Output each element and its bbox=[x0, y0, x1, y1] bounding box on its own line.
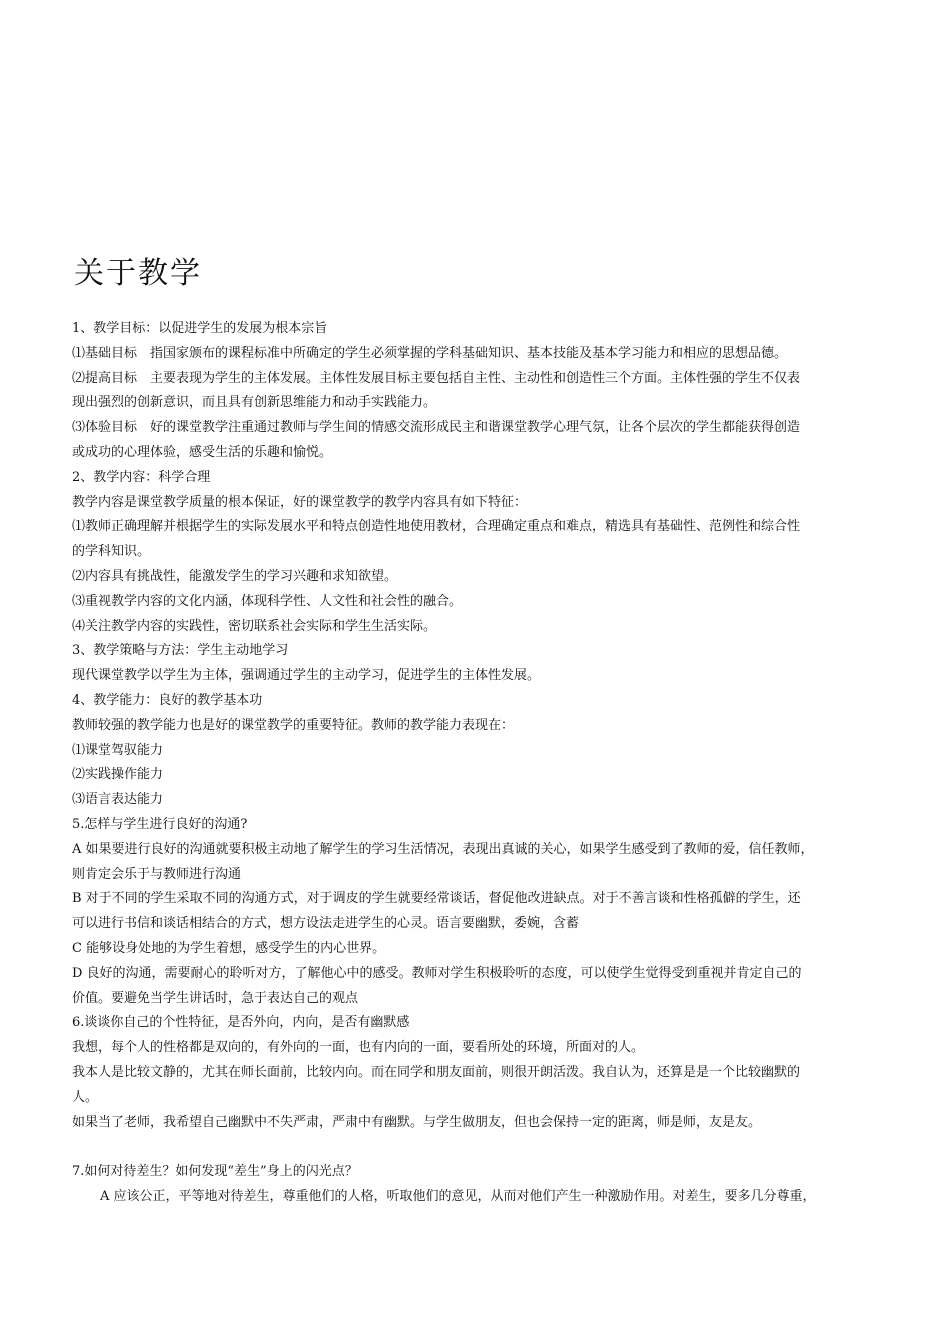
paragraph-line: ⑷关注教学内容的实践性，密切联系社会实际和学生生活实际。 bbox=[72, 618, 437, 634]
paragraph-line: 1、教学目标：以促进学生的发展为根本宗旨 bbox=[72, 321, 328, 336]
paragraph-line: D 良好的沟通，需要耐心的聆听对方，了解他心中的感受。教师对学生积极聆听的态度，可以使学生觉得受到重视并肯定自己的 bbox=[72, 965, 802, 981]
paragraph-line: A 应该公正，平等地对待差生，尊重他们的人格，听取他们的意见，从而对他们产生一种激励作用。对差生，要多几分尊重， bbox=[100, 1189, 816, 1205]
blank-line bbox=[72, 1135, 884, 1160]
question-heading: 7.如何对待差生？如何发现“差生”身上的闪光点？ bbox=[72, 1164, 358, 1180]
paragraph-line: 则肯定会乐于与教师进行沟通 bbox=[72, 866, 242, 882]
paragraph-line: 现出强烈的创新意识，而且具有创新思维能力和动手实践能力。 bbox=[72, 395, 437, 411]
paragraph-line: 现代课堂教学以学生为主体，强调通过学生的主动学习，促进学生的主体性发展。 bbox=[72, 668, 541, 684]
paragraph-line: 人。 bbox=[72, 1089, 99, 1105]
paragraph-line: ⑶重视教学内容的文化内涵，体现科学性、人文性和社会性的融合。 bbox=[72, 593, 463, 609]
paragraph-line: B 对于不同的学生采取不同的沟通方式，对于调皮的学生就要经常谈话，督促他改进缺点。对于不善言谈和性格孤僻的学生，还 bbox=[72, 891, 801, 907]
paragraph-line: 教师较强的教学能力也是好的课堂教学的重要特征。教师的教学能力表现在： bbox=[72, 717, 515, 733]
question-heading: 6.谈谈你自己的个性特征，是否外向，内向，是否有幽默感 bbox=[72, 1015, 410, 1031]
paragraph-line: 可以进行书信和谈话相结合的方式，想方设法走进学生的心灵。语言要幽默，委婉，含蓄 bbox=[72, 916, 580, 932]
paragraph-line: ⑵内容具有挑战性，能激发学生的学习兴趣和求知欲望。 bbox=[72, 568, 398, 584]
paragraph-line: ⑵提高目标 主要表现为学生的主体发展。主体性发展目标主要包括自主性、主动性和创造性三个方面。主体性强的学生不仅表 bbox=[72, 370, 801, 386]
paragraph-line: 的学科知识。 bbox=[72, 544, 151, 560]
paragraph-line: 我本人是比较文静的，尤其在师长面前，比较内向。而在同学和朋友面前，则很开朗活泼。我自认为，还算是是一个比较幽默的 bbox=[72, 1064, 801, 1080]
paragraph-line: 如果当了老师，我希望自己幽默中不失严肃，严肃中有幽默。与学生做朋友，但也会保持一定的距离，师是师，友是友。 bbox=[72, 1114, 762, 1130]
paragraph-line: ⑶体验目标 好的课堂教学注重通过教师与学生间的情感交流形成民主和谐课堂教学心理气氛，让各个层次的学生都能获得创造 bbox=[72, 420, 801, 436]
paragraph-line: ⑵实践操作能力 bbox=[72, 767, 164, 783]
section-heading: 3、教学策略与方法：学生主动地学习 bbox=[72, 643, 289, 659]
document-body bbox=[72, 317, 884, 1210]
paragraph-line: 我想，每个人的性格都是双向的，有外向的一面，也有内向的一面，要看所处的环境，所面对的人。 bbox=[72, 1040, 645, 1056]
paragraph-line: ⑴基础目标 指国家颁布的课程标准中所确定的学生必须掌握的学科基础知识、基本技能及基本学习能力和相应的思想品德。 bbox=[72, 345, 788, 361]
document-title: 关于教学 bbox=[74, 256, 202, 291]
question-heading: 5.怎样与学生进行良好的沟通? bbox=[72, 816, 248, 832]
paragraph-line: ⑴教师正确理解并根据学生的实际发展水平和特点创造性地使用教材，合理确定重点和难点，精选具有基础性、范例性和综合性 bbox=[72, 519, 801, 535]
paragraph-line: C 能够设身处地的为学生着想，感受学生的内心世界。 bbox=[72, 940, 386, 956]
section-heading: 4、教学能力：良好的教学基本功 bbox=[72, 692, 263, 708]
section-heading: 2、教学内容：科学合理 bbox=[72, 469, 211, 485]
paragraph-line: 教学内容是课堂教学质量的根本保证，好的课堂教学的教学内容具有如下特征： bbox=[72, 494, 528, 510]
paragraph-line: ⑴课堂驾驭能力 bbox=[72, 742, 164, 758]
paragraph-line: 价值。要避免当学生讲话时，急于表达自己的观点 bbox=[72, 990, 359, 1006]
paragraph-line: 或成功的心理体验，感受生活的乐趣和愉悦。 bbox=[72, 444, 333, 460]
paragraph-line: A 如果要进行良好的沟通就要积极主动地了解学生的学习生活情况，表现出真诚的关心，如果学生感受到了教师的爱，信任教师， bbox=[72, 841, 814, 857]
paragraph-line: ⑶语言表达能力 bbox=[72, 792, 164, 808]
